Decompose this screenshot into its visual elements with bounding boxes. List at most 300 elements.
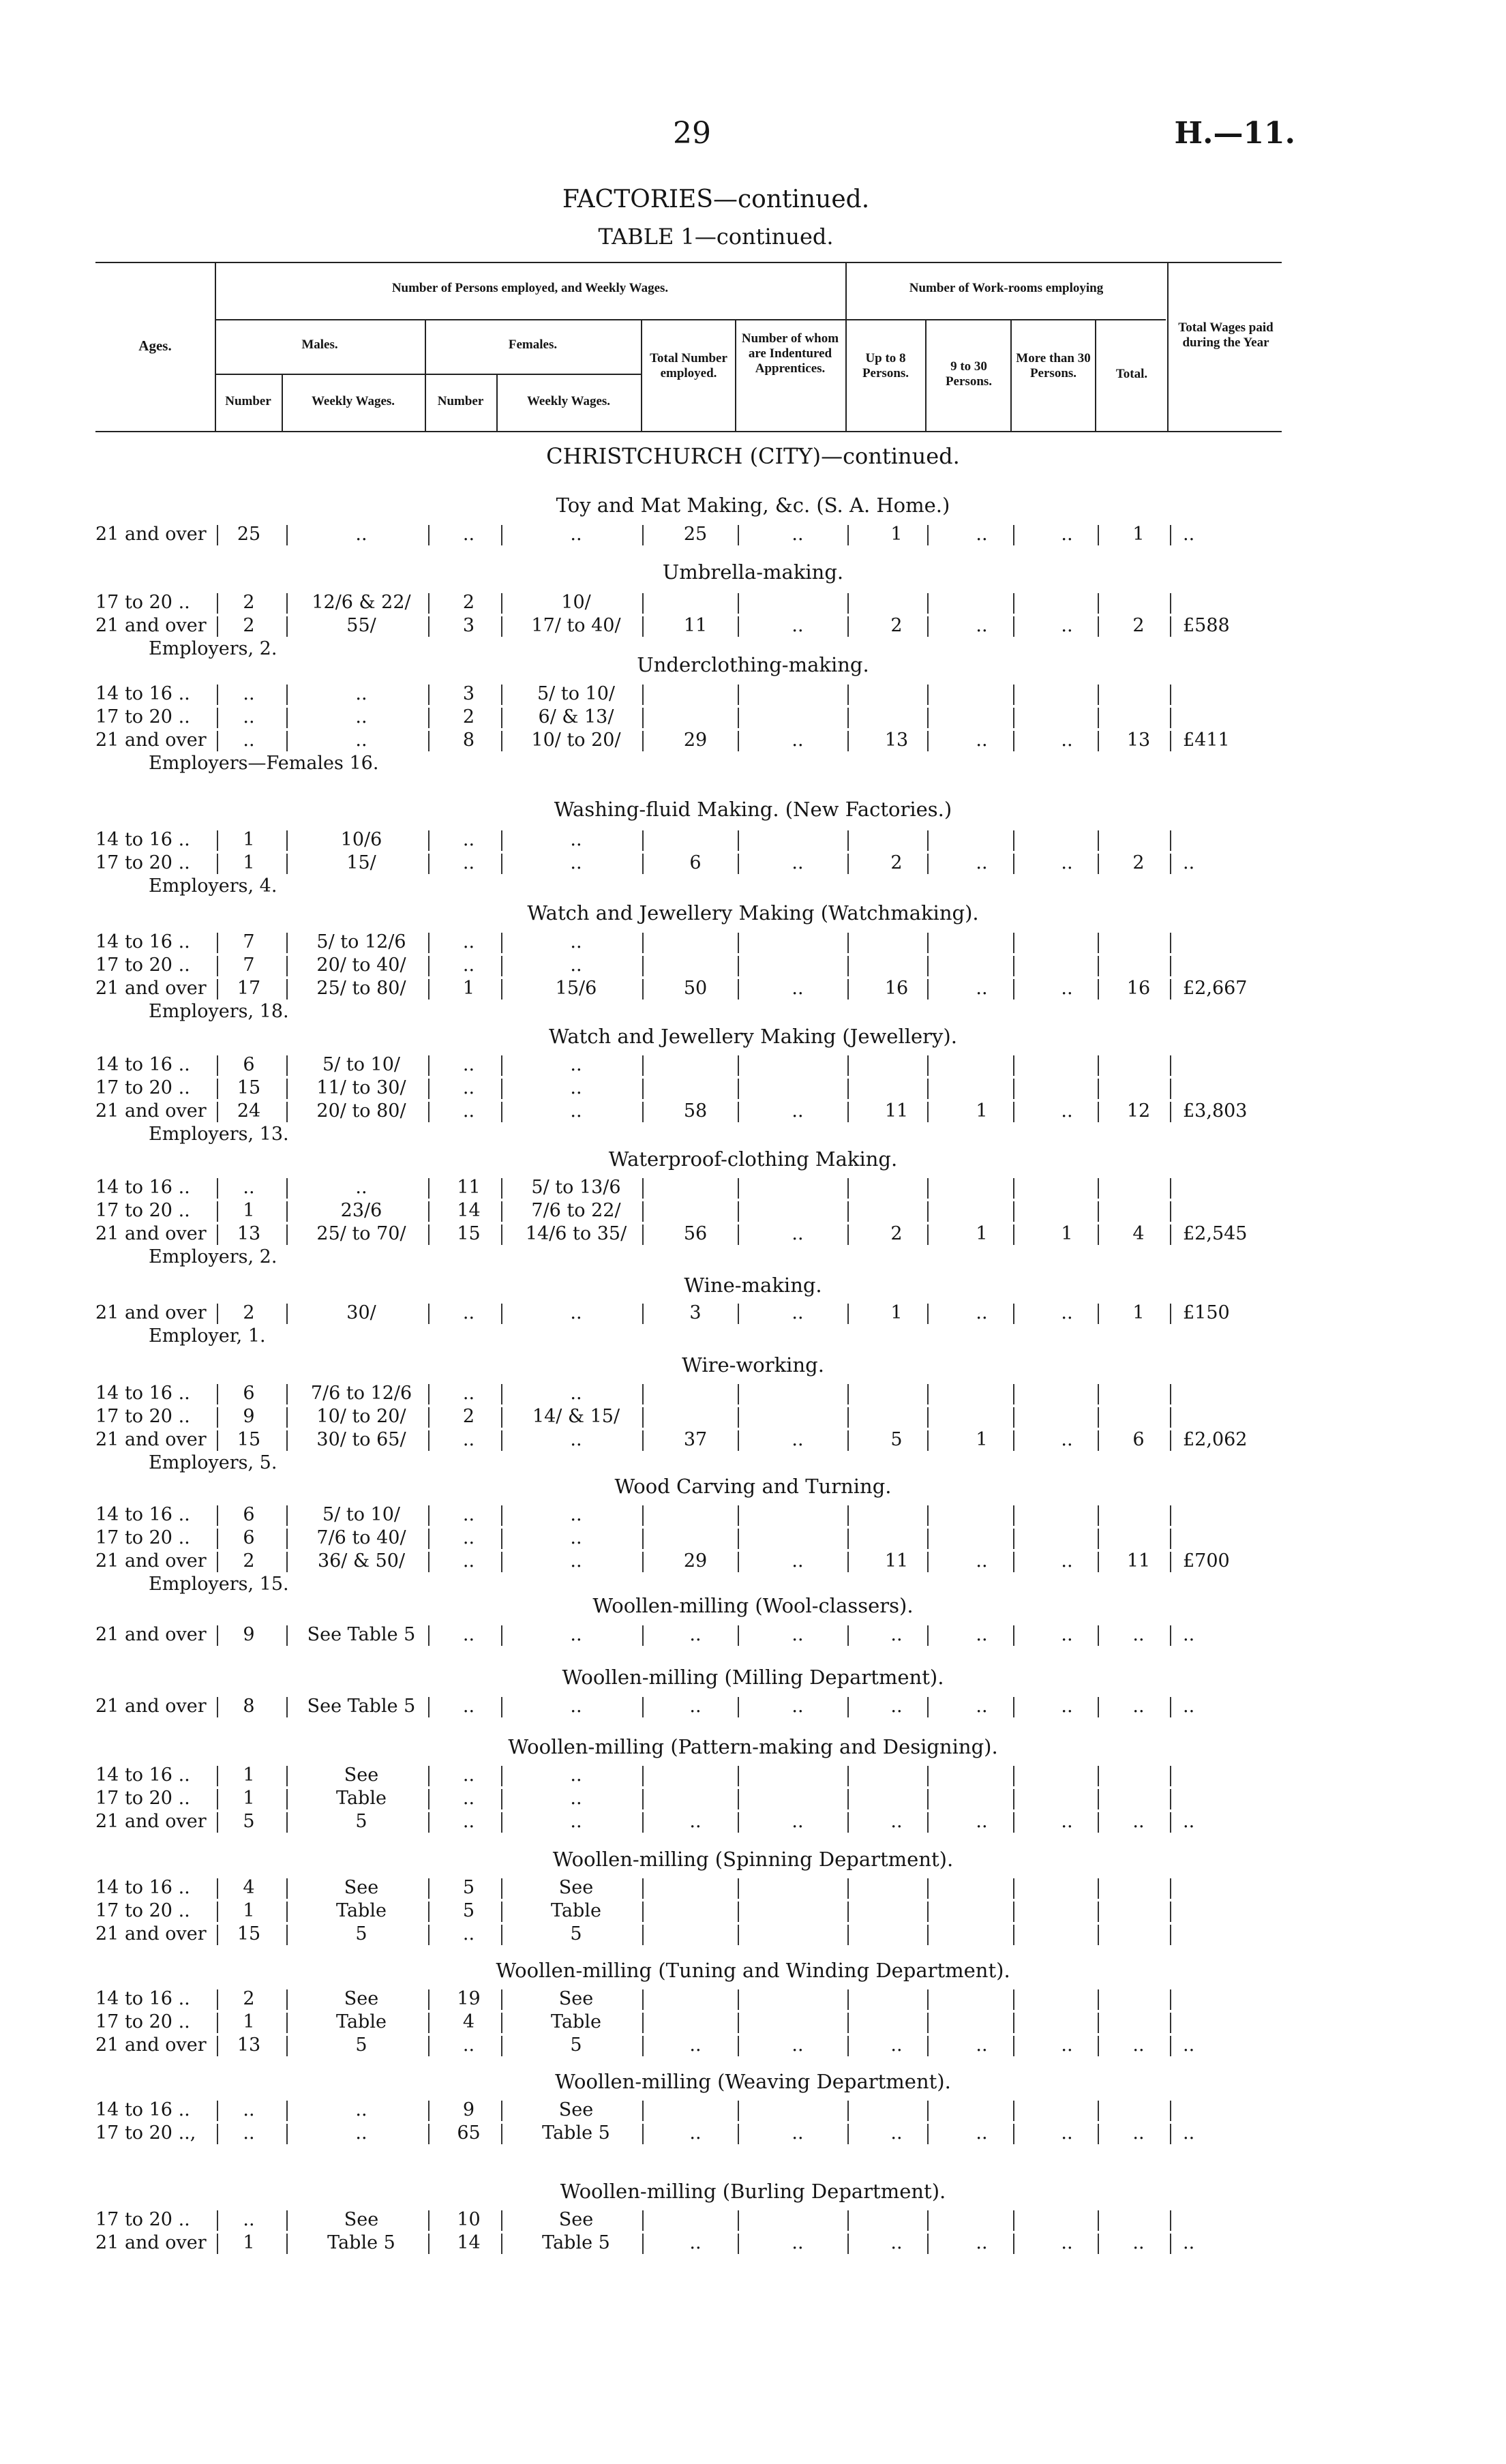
column-rule bbox=[738, 2036, 739, 2056]
row-workrooms-up-to-8: 11 bbox=[884, 1550, 909, 1572]
row-male-number: 9 bbox=[243, 1624, 255, 1645]
column-rule bbox=[217, 1201, 218, 1222]
header-females: Females. bbox=[508, 337, 558, 352]
column-rule bbox=[847, 2013, 849, 2033]
row-total-wages: £411 bbox=[1183, 730, 1230, 751]
row-male-wages: 15/ bbox=[346, 852, 376, 873]
row-workrooms-up-to-8: 1 bbox=[890, 1302, 903, 1323]
row-age: 17 to 20 .. bbox=[95, 852, 190, 873]
header-apprentices: Number of whom are Indentured Apprentices. bbox=[741, 331, 839, 376]
column-rule bbox=[217, 2036, 218, 2056]
row-total-employed: 58 bbox=[683, 1100, 708, 1122]
column-rule bbox=[217, 708, 218, 728]
column-rule bbox=[642, 1505, 644, 1526]
row-male-wages: Table bbox=[336, 2011, 387, 2032]
column-rule bbox=[286, 854, 288, 874]
column-rule bbox=[1013, 1407, 1014, 1428]
column-rule bbox=[286, 830, 288, 851]
column-rule bbox=[428, 1697, 430, 1717]
column-rule bbox=[738, 1384, 739, 1404]
column-rule bbox=[286, 2124, 288, 2144]
column-rule bbox=[217, 1789, 218, 1809]
row-male-wages: Table 5 bbox=[327, 2232, 395, 2253]
row-workrooms-9-to-30: .. bbox=[976, 2122, 988, 2144]
column-rule bbox=[1170, 2124, 1171, 2144]
row-female-wages: 17/ to 40/ bbox=[531, 615, 621, 636]
table-row bbox=[0, 978, 1506, 1001]
row-apprentices: .. bbox=[792, 615, 804, 636]
row-total-wages: .. bbox=[1183, 1696, 1195, 1717]
row-male-number: .. bbox=[243, 730, 255, 751]
row-male-number: .. bbox=[243, 2122, 255, 2144]
column-rule bbox=[927, 1384, 929, 1404]
column-rule bbox=[217, 731, 218, 751]
column-rule bbox=[738, 1552, 739, 1572]
column-rule bbox=[428, 1925, 430, 1945]
row-workrooms-more-than-30: .. bbox=[1061, 524, 1073, 545]
row-total-wages: £150 bbox=[1183, 1302, 1230, 1323]
row-age: 17 to 20 .. bbox=[95, 592, 190, 613]
row-female-wages: Table 5 bbox=[542, 2122, 610, 2144]
column-rule bbox=[286, 1304, 288, 1324]
row-female-number: .. bbox=[462, 2034, 475, 2056]
column-rule bbox=[428, 1055, 430, 1076]
column-rule bbox=[501, 2013, 502, 2033]
page-subtitle bbox=[477, 224, 954, 250]
row-female-number: .. bbox=[462, 1100, 475, 1122]
column-rule bbox=[1170, 1989, 1171, 2010]
column-rule bbox=[1170, 2210, 1171, 2231]
row-male-wages: 30/ to 65/ bbox=[316, 1429, 406, 1450]
column-rule bbox=[1013, 1102, 1014, 1122]
page-title-text: FACTORIES—continued. bbox=[562, 185, 870, 213]
column-rule bbox=[428, 1812, 430, 1833]
column-rule bbox=[217, 830, 218, 851]
table-row bbox=[0, 1429, 1506, 1452]
column-rule bbox=[286, 1529, 288, 1549]
column-rule bbox=[1098, 2036, 1099, 2056]
row-workrooms-total: .. bbox=[1132, 1811, 1145, 1832]
table-row bbox=[0, 2011, 1506, 2034]
column-rule bbox=[428, 1529, 430, 1549]
column-rule bbox=[428, 1766, 430, 1786]
column-rule bbox=[286, 933, 288, 953]
row-female-wages: .. bbox=[570, 852, 582, 873]
row-male-number: 2 bbox=[243, 1550, 255, 1572]
column-rule bbox=[1170, 854, 1171, 874]
row-female-wages: See bbox=[558, 2209, 594, 2230]
column-rule bbox=[217, 525, 218, 545]
column-rule bbox=[286, 2013, 288, 2033]
row-apprentices: .. bbox=[792, 1696, 804, 1717]
row-total-employed: 6 bbox=[689, 852, 702, 873]
column-rule bbox=[286, 1102, 288, 1122]
column-rule bbox=[738, 830, 739, 851]
row-workrooms-more-than-30: .. bbox=[1061, 730, 1073, 751]
row-female-number: .. bbox=[462, 852, 475, 873]
column-rule bbox=[642, 1697, 644, 1717]
column-rule bbox=[1098, 1878, 1099, 1899]
column-rule bbox=[217, 1902, 218, 1922]
row-workrooms-up-to-8: .. bbox=[890, 2034, 903, 2056]
row-workrooms-9-to-30: .. bbox=[976, 730, 988, 751]
column-rule bbox=[501, 830, 502, 851]
row-female-number: 11 bbox=[457, 1177, 481, 1198]
column-rule bbox=[1013, 1697, 1014, 1717]
column-rule bbox=[642, 1304, 644, 1324]
column-rule bbox=[1170, 956, 1171, 976]
column-rule bbox=[642, 1625, 644, 1646]
column-rule bbox=[501, 1079, 502, 1099]
column-rule bbox=[1013, 1384, 1014, 1404]
row-total-wages: .. bbox=[1183, 1624, 1195, 1645]
row-female-wages: .. bbox=[570, 1302, 582, 1323]
row-male-number: 6 bbox=[243, 1383, 255, 1404]
row-male-wages: 20/ to 40/ bbox=[316, 955, 406, 976]
column-rule bbox=[1098, 1552, 1099, 1572]
column-rule bbox=[847, 685, 849, 705]
row-female-wages: 6/ & 13/ bbox=[538, 706, 614, 727]
header-total-number: Total Number employed. bbox=[650, 351, 727, 380]
column-rule bbox=[1170, 1079, 1171, 1099]
row-workrooms-9-to-30: .. bbox=[976, 615, 988, 636]
header-males-weekly-wages: Weekly Wages. bbox=[311, 394, 395, 408]
row-age: 14 to 16 .. bbox=[95, 931, 190, 952]
table-row bbox=[0, 1383, 1506, 1406]
row-male-wages: 5/ to 10/ bbox=[322, 1504, 400, 1525]
row-age: 14 to 16 .. bbox=[95, 1877, 190, 1898]
column-rule bbox=[642, 1989, 644, 2010]
header-females-weekly-wages: Weekly Wages. bbox=[526, 394, 611, 408]
column-rule bbox=[738, 933, 739, 953]
row-age: 17 to 20 .. bbox=[95, 1527, 190, 1548]
column-rule bbox=[286, 1055, 288, 1076]
row-age: 21 and over bbox=[95, 615, 207, 636]
column-rule bbox=[217, 1430, 218, 1451]
column-rule bbox=[927, 1878, 929, 1899]
column-rule bbox=[428, 2210, 430, 2231]
column-rule bbox=[927, 525, 929, 545]
column-rule bbox=[217, 1989, 218, 2010]
row-workrooms-9-to-30: .. bbox=[976, 1624, 988, 1645]
column-rule bbox=[501, 1766, 502, 1786]
row-male-number: 2 bbox=[243, 1988, 255, 2009]
row-female-wages: See bbox=[558, 1877, 594, 1898]
row-female-wages: Table bbox=[551, 2011, 601, 2032]
column-rule bbox=[642, 708, 644, 728]
row-male-wages: .. bbox=[355, 2099, 367, 2120]
column-rule bbox=[1013, 1878, 1014, 1899]
column-rule bbox=[642, 1529, 644, 1549]
section-title: Watch and Jewellery Making (Jewellery). bbox=[549, 1025, 957, 1048]
column-rule bbox=[217, 685, 218, 705]
column-rule bbox=[1098, 685, 1099, 705]
column-rule bbox=[642, 685, 644, 705]
column-rule bbox=[1170, 1789, 1171, 1809]
row-female-number: 14 bbox=[457, 2232, 481, 2253]
column-rule bbox=[501, 933, 502, 953]
column-rule bbox=[286, 1989, 288, 2010]
row-total-employed: .. bbox=[689, 1811, 702, 1832]
column-rule bbox=[217, 593, 218, 614]
column-rule bbox=[847, 1625, 849, 1646]
row-male-wages: See bbox=[344, 2209, 379, 2230]
table-row bbox=[0, 1788, 1506, 1811]
employers-note: Employers—Females 16. bbox=[149, 753, 379, 774]
row-female-wages: .. bbox=[570, 829, 582, 850]
column-rule bbox=[1170, 1178, 1171, 1199]
row-total-employed: .. bbox=[689, 1624, 702, 1645]
column-rule bbox=[1170, 593, 1171, 614]
column-rule bbox=[738, 1178, 739, 1199]
column-rule bbox=[927, 979, 929, 1000]
row-age: 21 and over bbox=[95, 1923, 207, 1944]
column-rule bbox=[738, 1505, 739, 1526]
column-rule bbox=[1098, 956, 1099, 976]
row-male-wages: 5 bbox=[355, 1811, 367, 1832]
row-total-employed: 3 bbox=[689, 1302, 702, 1323]
row-female-number: 10 bbox=[457, 2209, 481, 2230]
column-rule bbox=[1170, 1102, 1171, 1122]
column-rule bbox=[642, 2210, 644, 2231]
row-male-wages: Table bbox=[336, 1788, 387, 1809]
column-rule bbox=[847, 1201, 849, 1222]
row-workrooms-9-to-30: .. bbox=[976, 2232, 988, 2253]
row-workrooms-more-than-30: .. bbox=[1061, 852, 1073, 873]
row-apprentices: .. bbox=[792, 730, 804, 751]
table-row bbox=[0, 1988, 1506, 2011]
row-total-wages: .. bbox=[1183, 2232, 1195, 2253]
header-males: Males. bbox=[301, 337, 338, 352]
column-rule bbox=[642, 1384, 644, 1404]
column-rule bbox=[217, 2210, 218, 2231]
row-female-wages: .. bbox=[570, 955, 582, 976]
column-rule bbox=[927, 616, 929, 637]
row-male-number: .. bbox=[243, 683, 255, 704]
column-rule bbox=[286, 1384, 288, 1404]
row-total-employed: .. bbox=[689, 2122, 702, 2144]
column-rule bbox=[428, 616, 430, 637]
column-rule bbox=[642, 1079, 644, 1099]
row-age: 21 and over bbox=[95, 1550, 207, 1572]
column-rule bbox=[1098, 2101, 1099, 2121]
row-workrooms-total: 4 bbox=[1132, 1223, 1145, 1244]
section-title: Waterproof-clothing Making. bbox=[608, 1147, 898, 1171]
column-rule bbox=[1013, 1902, 1014, 1922]
column-rule bbox=[428, 1552, 430, 1572]
column-rule bbox=[1013, 1079, 1014, 1099]
row-workrooms-more-than-30: .. bbox=[1061, 1811, 1073, 1832]
row-female-wages: .. bbox=[570, 1054, 582, 1075]
row-workrooms-up-to-8: .. bbox=[890, 2122, 903, 2144]
column-rule bbox=[501, 2234, 502, 2254]
column-rule bbox=[286, 1201, 288, 1222]
row-age: 14 to 16 .. bbox=[95, 1054, 190, 1075]
column-rule bbox=[847, 1079, 849, 1099]
row-age: 17 to 20 .. bbox=[95, 2011, 190, 2032]
section-title: Woollen-milling (Milling Department). bbox=[562, 1666, 944, 1689]
column-rule bbox=[501, 685, 502, 705]
row-male-wages: 5/ to 12/6 bbox=[316, 931, 406, 952]
column-rule bbox=[847, 1225, 849, 1245]
header-more-than-30: More than 30 Persons. bbox=[1016, 351, 1091, 380]
column-rule bbox=[927, 731, 929, 751]
column-rule bbox=[927, 1225, 929, 1245]
row-male-wages: See Table 5 bbox=[307, 1624, 416, 1645]
row-total-employed: 50 bbox=[683, 978, 708, 999]
column-rule bbox=[642, 2124, 644, 2144]
employers-note: Employers, 13. bbox=[149, 1124, 289, 1145]
column-rule bbox=[1013, 1304, 1014, 1324]
row-age: 14 to 16 .. bbox=[95, 1988, 190, 2009]
table-row bbox=[0, 1923, 1506, 1947]
row-workrooms-more-than-30: .. bbox=[1061, 1624, 1073, 1645]
column-rule bbox=[1170, 830, 1171, 851]
row-male-number: 15 bbox=[237, 1923, 261, 1944]
row-male-number: 25 bbox=[237, 524, 261, 545]
column-rule bbox=[1170, 1430, 1171, 1451]
row-female-wages: Table bbox=[551, 1900, 601, 1921]
column-rule bbox=[738, 1201, 739, 1222]
row-male-number: 7 bbox=[243, 955, 255, 976]
column-rule bbox=[1170, 1812, 1171, 1833]
row-total-employed: 37 bbox=[683, 1429, 708, 1450]
table-row bbox=[0, 1624, 1506, 1647]
row-workrooms-9-to-30: .. bbox=[976, 852, 988, 873]
row-female-wages: .. bbox=[570, 1429, 582, 1450]
row-male-number: 13 bbox=[237, 1223, 261, 1244]
row-male-number: 8 bbox=[243, 1696, 255, 1717]
column-rule bbox=[738, 2234, 739, 2254]
column-rule bbox=[1098, 2234, 1099, 2254]
column-rule bbox=[847, 1697, 849, 1717]
table-row bbox=[0, 852, 1506, 875]
column-rule bbox=[738, 1102, 739, 1122]
column-rule bbox=[642, 1925, 644, 1945]
table-row bbox=[0, 1100, 1506, 1124]
column-rule bbox=[428, 1079, 430, 1099]
column-rule bbox=[847, 830, 849, 851]
column-rule bbox=[217, 1625, 218, 1646]
row-female-wages: 5/ to 10/ bbox=[537, 683, 615, 704]
column-rule bbox=[286, 979, 288, 1000]
row-female-wages: .. bbox=[570, 1383, 582, 1404]
row-male-wages: See bbox=[344, 1988, 379, 2009]
column-rule bbox=[1170, 731, 1171, 751]
table-row bbox=[0, 683, 1506, 706]
column-rule bbox=[642, 1102, 644, 1122]
column-rule bbox=[738, 1789, 739, 1809]
column-rule bbox=[286, 2210, 288, 2231]
employers-note: Employer, 1. bbox=[149, 1325, 266, 1347]
column-rule bbox=[642, 1407, 644, 1428]
row-workrooms-more-than-30: .. bbox=[1061, 2034, 1073, 2056]
column-rule bbox=[1013, 1766, 1014, 1786]
column-rule bbox=[428, 1178, 430, 1199]
column-rule bbox=[642, 1789, 644, 1809]
column-rule bbox=[1098, 1201, 1099, 1222]
row-total-wages: £2,545 bbox=[1183, 1223, 1248, 1244]
row-workrooms-up-to-8: 1 bbox=[890, 524, 903, 545]
row-female-number: .. bbox=[462, 1696, 475, 1717]
table-row bbox=[0, 524, 1506, 547]
column-rule bbox=[1098, 593, 1099, 614]
column-rule bbox=[738, 854, 739, 874]
row-total-wages: £2,062 bbox=[1183, 1429, 1248, 1450]
column-rule bbox=[217, 1055, 218, 1076]
table-row bbox=[0, 2232, 1506, 2255]
row-total-wages: £2,667 bbox=[1183, 978, 1248, 999]
column-rule bbox=[738, 1878, 739, 1899]
header-males-number: Number bbox=[225, 394, 271, 408]
row-male-wages: 11/ to 30/ bbox=[316, 1077, 406, 1098]
column-rule bbox=[217, 616, 218, 637]
column-rule bbox=[217, 2013, 218, 2033]
header-rule-number-wages bbox=[215, 374, 641, 375]
row-female-wages: .. bbox=[570, 524, 582, 545]
column-rule bbox=[927, 1055, 929, 1076]
row-male-number: 13 bbox=[237, 2034, 261, 2056]
column-rule bbox=[642, 525, 644, 545]
column-rule bbox=[847, 2101, 849, 2121]
column-rule bbox=[927, 1812, 929, 1833]
row-male-number: 2 bbox=[243, 592, 255, 613]
row-workrooms-more-than-30: .. bbox=[1061, 1429, 1073, 1450]
row-age: 14 to 16 .. bbox=[95, 829, 190, 850]
column-rule bbox=[217, 854, 218, 874]
page-title bbox=[477, 185, 954, 213]
column-rule bbox=[286, 708, 288, 728]
column-rule bbox=[217, 1079, 218, 1099]
column-rule bbox=[428, 708, 430, 728]
row-age: 21 and over bbox=[95, 2232, 207, 2253]
column-rule bbox=[501, 1902, 502, 1922]
row-apprentices: .. bbox=[792, 978, 804, 999]
row-female-number: .. bbox=[462, 1788, 475, 1809]
column-rule bbox=[847, 979, 849, 1000]
row-male-number: .. bbox=[243, 1177, 255, 1198]
row-male-wages: 5 bbox=[355, 2034, 367, 2056]
column-rule bbox=[847, 956, 849, 976]
column-rule bbox=[1013, 2124, 1014, 2144]
table-row bbox=[0, 730, 1506, 753]
column-rule bbox=[847, 593, 849, 614]
header-ages: Ages. bbox=[138, 337, 172, 354]
row-male-number: 6 bbox=[243, 1054, 255, 1075]
column-rule bbox=[738, 956, 739, 976]
row-female-wages: .. bbox=[570, 1077, 582, 1098]
header-females-number: Number bbox=[437, 394, 484, 408]
employers-note: Employers, 15. bbox=[149, 1574, 289, 1595]
column-rule bbox=[501, 708, 502, 728]
column-rule bbox=[1098, 1697, 1099, 1717]
column-rule bbox=[286, 1178, 288, 1199]
column-rule bbox=[286, 1812, 288, 1833]
row-workrooms-9-to-30: .. bbox=[976, 524, 988, 545]
column-rule bbox=[501, 1304, 502, 1324]
table-row bbox=[0, 2122, 1506, 2146]
row-workrooms-up-to-8: 5 bbox=[890, 1429, 903, 1450]
row-female-number: 5 bbox=[462, 1900, 475, 1921]
column-rule bbox=[501, 979, 502, 1000]
row-workrooms-total: 12 bbox=[1126, 1100, 1151, 1122]
row-female-wages: .. bbox=[570, 1504, 582, 1525]
column-rule bbox=[1098, 830, 1099, 851]
row-age: 14 to 16 .. bbox=[95, 2099, 190, 2120]
row-female-wages: .. bbox=[570, 1527, 582, 1548]
row-male-wages: 10/6 bbox=[340, 829, 382, 850]
row-apprentices: .. bbox=[792, 1550, 804, 1572]
